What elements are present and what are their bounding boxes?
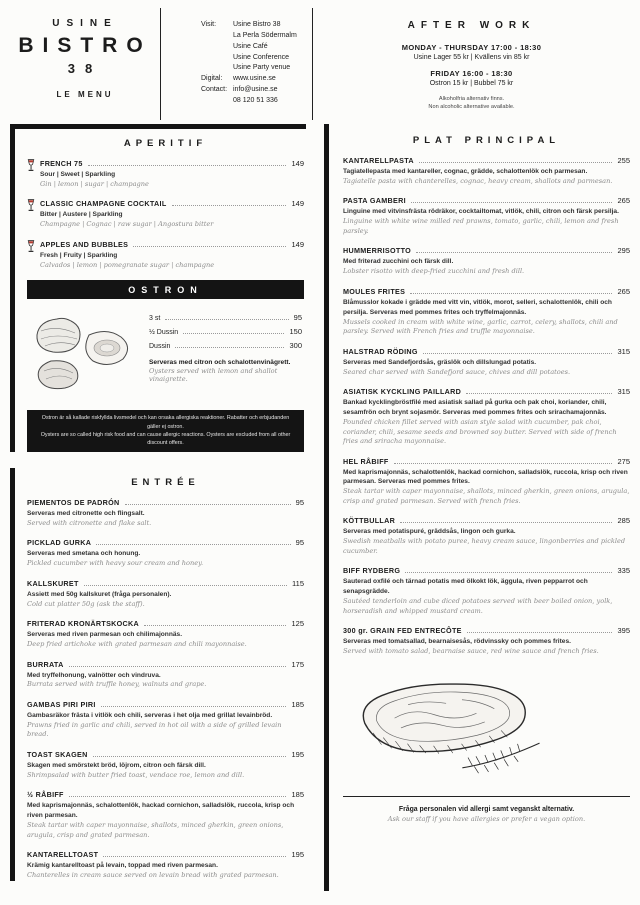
item-name: KANTARELLTOAST [27,850,99,860]
after-work-hours-1: MONDAY - THURSDAY 17:00 - 18:30 [401,43,542,52]
champagne-glass-icon [27,240,35,258]
after-work-offer-1: Usine Lager 55 kr | Kvällens vin 85 kr [413,54,530,61]
item-name: KALLSKURET [27,578,79,588]
item-desc-english: Champagne | Cognac | raw sugar | Angostura bitter [40,220,214,229]
item-name: BURRATA [27,659,64,669]
dotted-leader [405,572,612,573]
menu-item [343,566,630,616]
item-price: 395 [617,626,630,636]
section-title: APERITIF [123,138,208,149]
section-plat-principal [343,126,630,657]
item-name: FRENCH 75 [40,159,83,168]
left-column [10,124,306,891]
item-name: GAMBAS PIRI PIRI [27,700,96,709]
item-desc-swedish: Bitter | Austere | Sparkling [40,211,123,219]
ostron-option-label: 3 st [149,315,161,323]
menu-item [27,538,304,568]
item-name: KANTARELLPASTA [343,156,414,165]
item-price: 195 [291,749,304,759]
brand-main: BISTRO [18,34,152,57]
item-price: 275 [617,456,630,466]
item-desc-swedish: Serveras med citronette och flingsalt. [27,509,145,517]
oyster-illustration [27,307,139,404]
menu-item [343,457,630,507]
item-price: 315 [617,346,630,356]
item-name: FRITERAD KRONÄRTSKOCKA [27,619,140,629]
ostron-disclaimer-swedish: Ostron är så kallade riskfyllda livsmedel och kan orsaka allergiska reaktioner. Rabatter och erbjudanden gäller ej ostron. [41,415,290,430]
item-price: 255 [617,156,630,165]
right-column [324,124,630,891]
dotted-leader [96,544,290,545]
item-desc-english: Chanterelles in cream sauce served on levain bread with grated parmesan. [27,871,279,880]
allergy-note-english: Ask our staff if you have allergies or prefer a vegan option. [387,814,586,823]
menu-item [27,579,304,609]
item-desc-english: Swedish meatballs with potato puree, heavy cream sauce, lingonberries and pickled cucumber. [343,537,626,555]
visit-line: Usine Café [233,42,268,50]
ostron-disclaimer [27,410,304,452]
menu-item [27,159,304,189]
champagne-glass-icon [27,199,35,217]
dotted-leader [416,252,612,253]
section-entree [27,468,304,881]
item-desc-swedish: Skagen med smörstekt bröd, löjrom, citron och färsk dill. [27,761,206,769]
item-desc-english: Gin | lemon | sugar | champagne [40,179,149,188]
dotted-leader [394,463,613,464]
item-desc-swedish: Blåmusslor kokade i grädde med vitt vin, vitlök, morot, selleri, schalottenlök, chili och persilja. Serveras med pommes frites och tryffelmajonnäs. [343,298,612,316]
ostron-price-row [149,313,302,322]
item-desc-english: Linguine with white wine milled red prawns, tomato, garlic, chili, lemon and fresh parsley. [343,217,619,235]
menu-item [343,287,630,337]
item-price: 315 [617,387,630,397]
visit-line: La Perla Södermalm [233,31,297,39]
item-name: APPLES AND BUBBLES [40,239,129,249]
ostron-disclaimer-english: Oysters are so called high risk food and can cause allergic reactions. Oysters are excluded from all other discount offers. [40,432,291,447]
item-desc-swedish: Serveras med potatispuré, gräddsås, lingon och gurka. [343,528,516,536]
item-desc-swedish: Serveras med tomatsallad, bearnaisesås, rödvinssky och pommes frites. [343,638,571,646]
dotted-leader [172,205,287,206]
item-desc-swedish: Fresh | Fruity | Sparkling [40,251,118,259]
item-desc-english: Steak tartar with caper mayonnaise, shallots, minced gherkin, green onions, arugula, crisp and grated parmesan. Served with french fries. [343,487,630,505]
item-desc-english: Served with citronette and flake salt. [27,518,152,527]
ostron-option-label: ½ Dussin [149,329,179,337]
item-desc-swedish: Tagiatellepasta med kantareller, cognac, grädde, schalottenlök och parmesan. [343,168,588,175]
item-desc-english: Served with tomato salad, bearnaise sauce, red wine sauce and french fries. [343,647,599,656]
item-desc-english: Calvados | lemon | pomegranate sugar | champagne [40,260,215,269]
item-desc-english: Mussels cooked in cream with white wine, garlic, carrot, celery, shallots, chili and parsley. Served with French fries and truffle mayonnaise. [343,317,618,336]
item-price: 149 [291,239,304,249]
item-price: 95 [295,497,304,507]
ostron-option-price: 150 [289,327,302,337]
menu-item [343,516,630,556]
visit-line: Usine Conference [233,53,290,61]
phone-text: 08 120 51 336 [233,96,278,104]
dotted-leader [165,319,288,320]
menu-item [343,387,630,446]
dotted-leader [183,333,284,334]
menu-item [343,347,630,377]
dotted-leader [419,162,613,163]
header [10,8,630,120]
menu-item [343,626,630,656]
after-work-note-english: Non alcoholic alternative available. [428,104,515,111]
item-desc-swedish: Serveras med Sandefjordsås, gräslök och dillslungad potatis. [343,358,537,366]
menu-columns [10,124,630,891]
allergy-footer [343,796,630,823]
dotted-leader [69,796,287,797]
contact-block [160,8,312,120]
dotted-leader [125,504,291,505]
visit-line: Usine Bistro 38 [233,21,281,28]
item-desc-english: Steak tartar with caper mayonnaise, shallots, minced gherkin, green onions, arugula, crisp and grated parmesan. [27,821,284,839]
digital-label: Digital: [201,75,223,83]
ostron-prices [139,307,302,404]
website-text: www.usine.se [233,75,276,83]
ostron-option-price: 95 [293,313,302,323]
after-work-note-swedish: Alkoholfria alternativ finns. [438,96,505,102]
contact-label: Contact: [201,86,228,94]
ostron-note-swedish: Serveras med citron och schalottenvinägrett. [149,359,291,367]
item-desc-english: Pickled cucumber with heavy sour cream and honey. [27,559,204,568]
item-desc-swedish: Med kaprismajonnäs, schalottenlök, hackad cornichon, salladslök, ruccola, krisp och riven parmesan. Serveras med pommes frites. [343,468,628,486]
dotted-leader [133,246,286,247]
section-ostron [27,280,304,452]
item-name: PASTA GAMBERI [343,196,406,206]
dotted-leader [175,347,284,348]
item-desc-english: Shrimpsalad with butter fried toast, vendace roe, lemon and dill. [27,770,245,779]
item-price: 185 [291,790,304,800]
visit-label: Visit: [201,21,217,28]
item-desc-swedish: Serveras med smetana och honung. [27,550,141,558]
item-price: 265 [617,196,630,206]
item-desc-swedish: Med friterad zucchini och färsk dill. [343,258,454,266]
rosemary-sprig-icon [462,743,541,774]
item-price: 149 [291,159,304,168]
menu-label: LE MENU [56,90,114,99]
item-price: 149 [291,199,304,209]
item-desc-english: Cold cut platter 50g (ask the staff). [27,599,145,608]
ostron-price-row [149,327,302,336]
section-aperitif [27,129,304,270]
dotted-leader [410,293,612,294]
section-title: ENTRÉE [131,476,200,488]
dotted-leader [69,666,287,667]
item-price: 195 [291,850,304,860]
menu-item [27,619,304,649]
item-desc-swedish: Med tryffelhonung, valnötter och vindruva. [27,671,161,679]
after-work-block [312,8,630,120]
dotted-leader [88,165,287,166]
item-name: HEL RÅBIFF [343,456,389,466]
item-price: 125 [291,619,304,629]
item-desc-swedish: Assiett med 50g kallskuret (fråga personalen). [27,590,172,598]
allergy-note-swedish: Fråga personalen vid allergi samt veganskt alternativ. [398,805,575,813]
item-desc-english: Burrata served with truffle honey, walnuts and grape. [27,680,207,689]
item-desc-swedish: Sour | Sweet | Sparkling [40,171,116,178]
item-name: TOAST SKAGEN [27,749,88,759]
menu-item [27,240,304,270]
item-desc-swedish: Bankad kycklingbröstfilé med asiatisk sallad på gurka och pak choi, koriander, chili, sesamfrön och brynt sojasmör. Serveras med pommes frites och srirachamajonnäs. [343,399,607,417]
aperitif-ostron-wrap [10,129,306,452]
section-title: PLAT PRINCIPAL [412,135,561,146]
dotted-leader [411,202,613,203]
item-price: 295 [617,246,630,256]
item-price: 335 [617,566,630,576]
item-name: ½ RÅBIFF [27,790,64,800]
item-desc-english: Lobster risotto with deep-fried zucchini and fresh dill. [343,267,525,276]
menu-item [343,246,630,276]
item-name: PIEMENTOS DE PADRÓN [27,497,120,507]
dotted-leader [400,522,612,523]
item-price: 265 [617,286,630,296]
menu-item [27,199,304,229]
item-price: 285 [617,516,630,526]
item-price: 175 [291,659,304,669]
menu-item [27,750,304,780]
dotted-leader [101,706,287,707]
item-desc-english: Deep fried artichoke with grated parmesan and chili mayonnaise. [27,640,247,649]
after-work-title: AFTER WORK [407,20,536,31]
after-work-offer-2: Ostron 15 kr | Bubbel 75 kr [429,80,514,87]
steak-illustration [341,666,628,791]
email-text: info@usine.se [233,86,278,94]
item-desc-swedish: Krämig kantarelltoast på levain, toppad med riven parmesan. [27,862,218,870]
item-name: PICKLAD GURKA [27,538,92,548]
dotted-leader [93,756,287,757]
item-desc-swedish: Linguine med vitvinsfrästa rödräkor, cocktailtomat, vitlök, chili, citron och färsk persilja. [343,208,619,216]
item-name: KÖTTBULLAR [343,516,396,526]
menu-item [27,850,304,880]
menu-item [343,156,630,186]
dotted-leader [423,353,613,354]
dotted-leader [467,632,613,633]
ostron-option-label: Dussin [149,343,171,351]
menu-item [27,790,304,840]
dotted-leader [144,625,286,626]
ostron-title: OSTRON [27,280,304,299]
item-desc-english: Seared char served with Sandefjord sauce, chives and dill potatoes. [343,367,571,376]
ostron-note-english: Oysters served with lemon and shallot vinaigrette. [149,367,278,384]
item-name: ASIATISK KYCKLING PAILLARD [343,387,462,397]
dotted-leader [466,393,612,394]
item-desc-english: Pounded chicken fillet served with asian style salad with cucumber, pak choi, coriander, chili, sesame seeds and browned soy butter. Served with side of french fries and sriracha mayonnaise. [343,417,617,446]
item-desc-swedish: Med kaprismajonnäs, schalottenlök, hackad cornichon, salladslök, ruccola, krisp och riven parmesan. [27,802,295,820]
brand-top: USINE [52,18,118,29]
item-desc-swedish: Sauterad oxfilé och tärnad potatis med ölkokt lök, äggula, riven pepparrot och senapsgrädde. [343,578,588,596]
menu-item [27,700,304,740]
item-price: 185 [291,700,304,709]
item-desc-english: Prawns fried in garlic and chili, served in hot oil with a side of grilled levain bread. [27,720,282,739]
item-name: HUMMERRISOTTO [343,246,412,256]
item-desc-swedish: Gambasräkor frästa i vitlök och chili, serveras i het olja med grillat levainbröd. [27,712,273,719]
item-desc-swedish: Serveras med riven parmesan och chilimajonnäs. [27,631,183,639]
item-name: BIFF RYDBERG [343,566,401,576]
item-desc-english: Tagiatelle pasta with chanterelles, cognac, heavy cream, shallots and parmesan. [343,176,613,185]
menu-item [27,498,304,528]
item-desc-english: Sautéed tenderloin and cube diced potatoes served with beer boiled onion, yolk, horseradish and whipped mustard cream. [343,597,613,615]
champagne-glass-icon [27,159,35,177]
ostron-price-row [149,341,302,350]
after-work-hours-2: FRIDAY 16:00 - 18:30 [430,69,513,78]
ostron-option-price: 300 [289,341,302,351]
entree-wrap [10,468,306,881]
visit-line: Usine Party venue [233,64,291,72]
item-name: MOULES FRITES [343,286,406,296]
item-name: HALSTRAD RÖDING [343,346,418,356]
item-name: CLASSIC CHAMPAGNE COCKTAIL [40,199,167,209]
brand-number: 38 [67,61,103,76]
item-name: 300 gr. GRAIN FED ENTRECÔTE [343,626,462,636]
item-price: 115 [292,578,304,588]
item-price: 95 [295,538,304,548]
menu-item [27,660,304,690]
brand-logo [10,8,160,120]
menu-item [343,196,630,236]
dotted-leader [84,585,287,586]
dotted-leader [103,856,286,857]
